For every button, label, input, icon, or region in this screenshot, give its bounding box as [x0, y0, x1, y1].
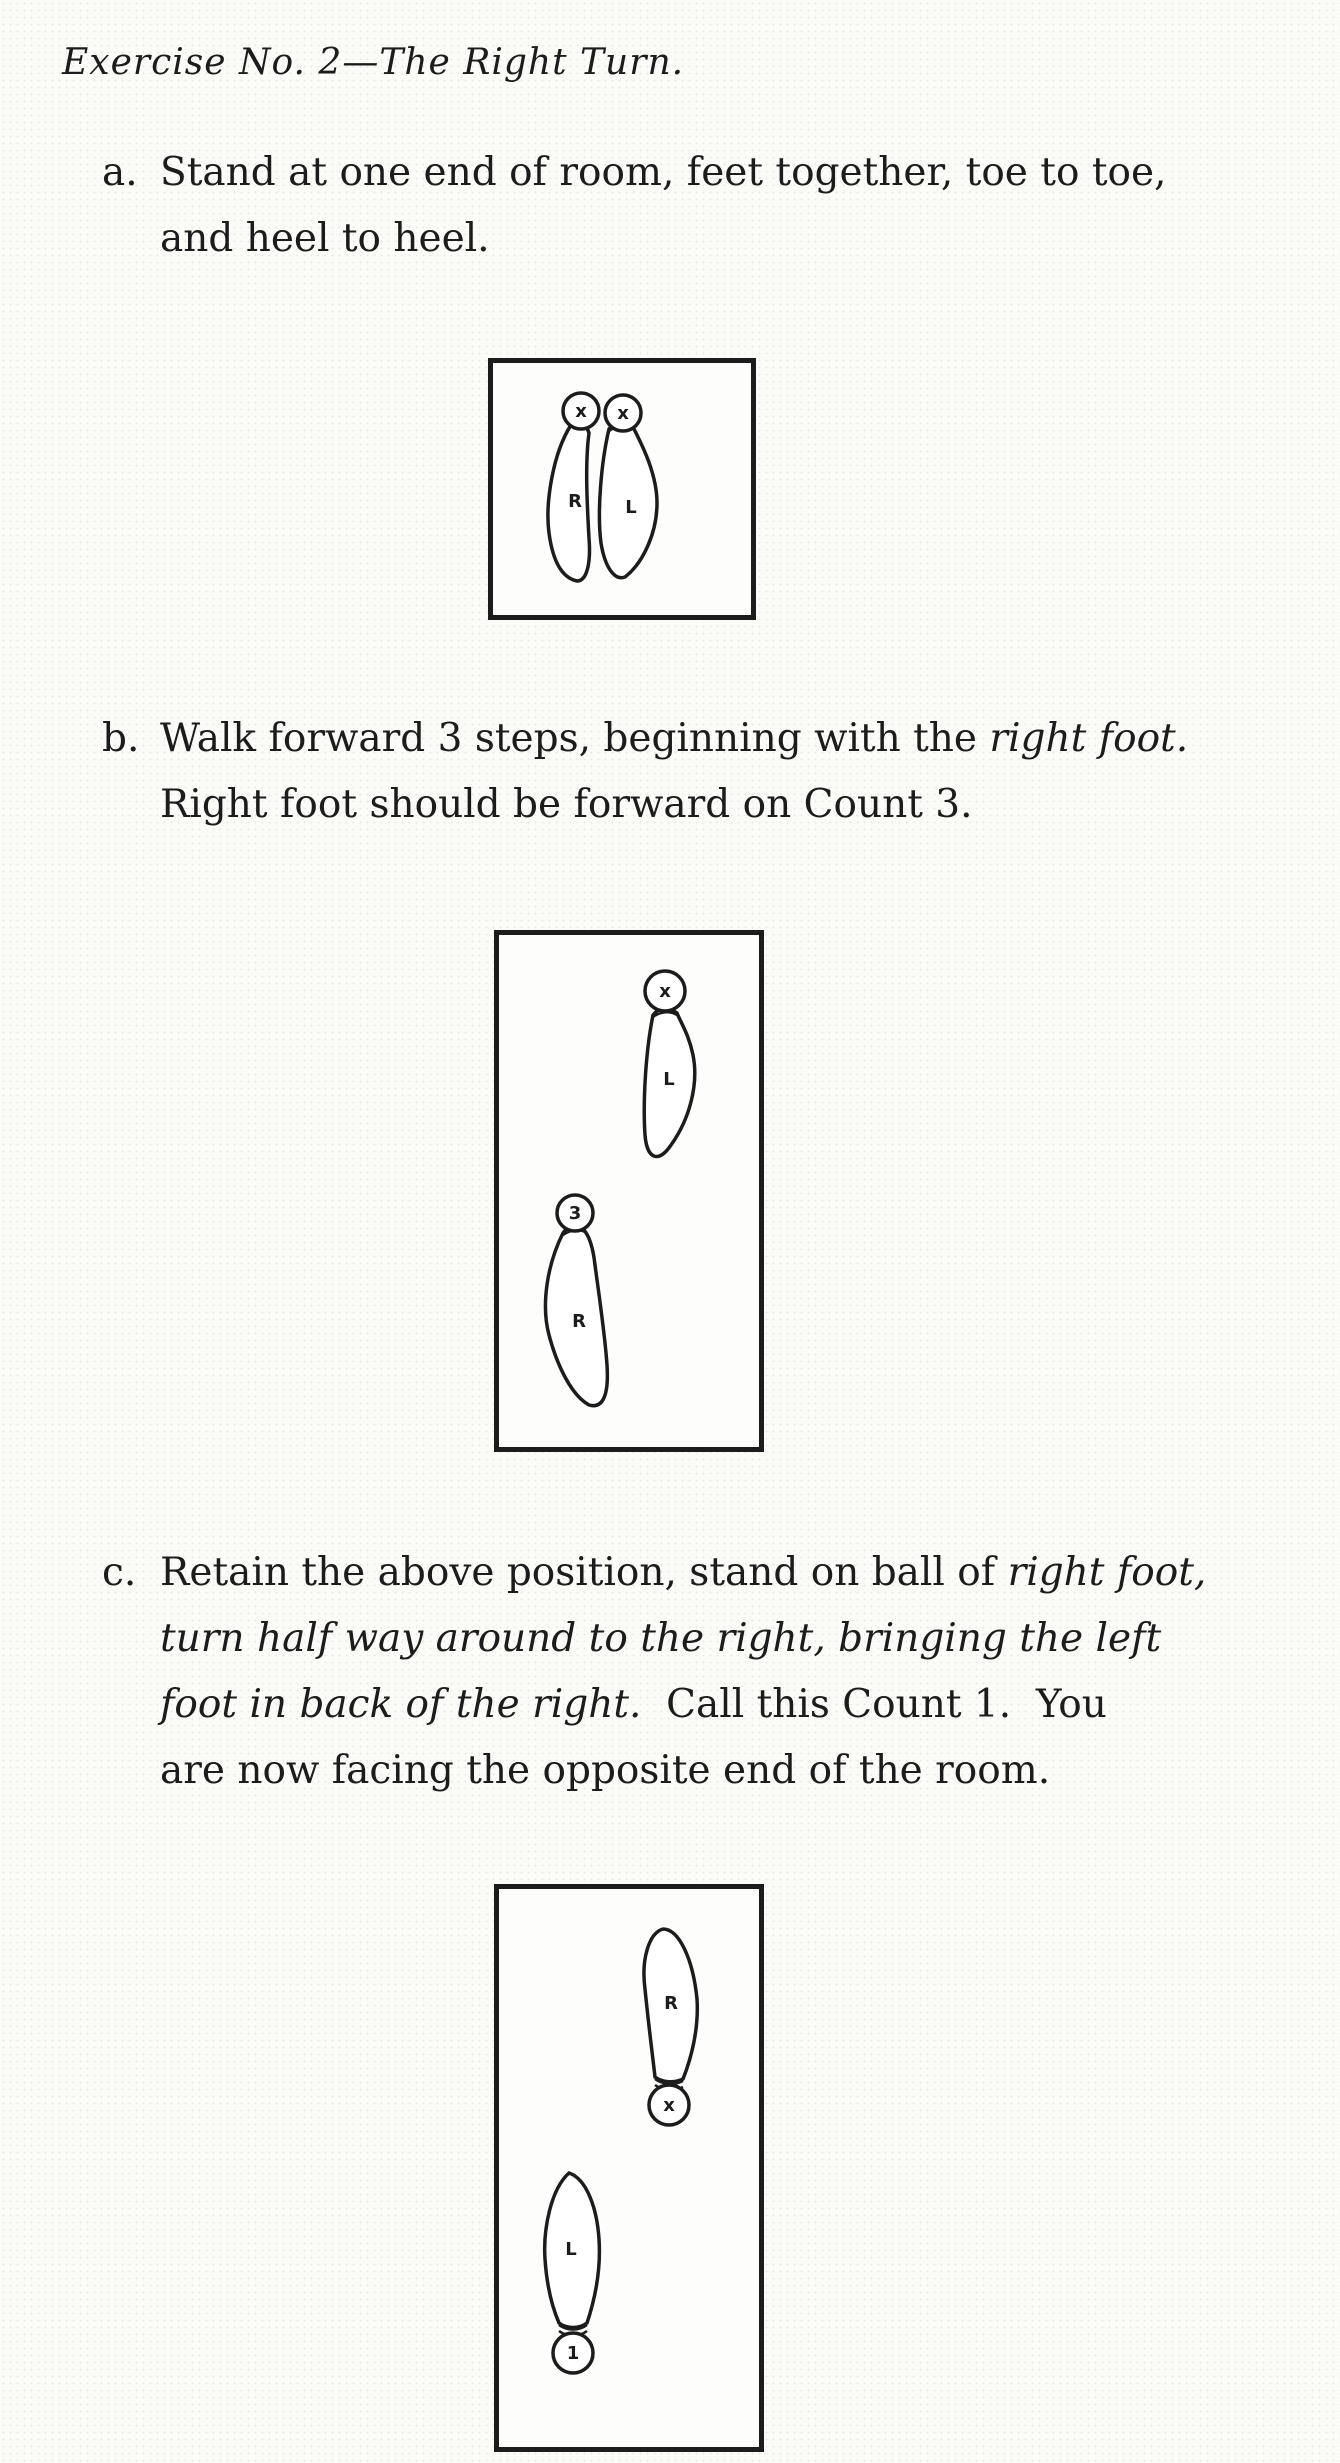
diagram-a-right-foot	[548, 393, 599, 581]
diagram-c-left-ball-mark: 1	[566, 2343, 580, 2364]
step-b-line-1-text: Walk forward 3 steps, beginning with the	[160, 716, 990, 761]
step-a-line-2: and heel to heel.	[160, 216, 490, 261]
step-b	[104, 706, 1284, 838]
step-c-line-3-emphasis: foot in back of the right.	[160, 1682, 642, 1727]
step-a-line-1: Stand at one end of room, feet together, toe to toe,	[160, 150, 1167, 195]
step-c	[104, 1540, 1284, 1804]
diagram-c-right-foot	[644, 1929, 697, 2125]
diagram-c-left-foot-mark: L	[565, 2239, 577, 2260]
diagram-b-left-foot-mark: L	[663, 1069, 675, 1090]
diagram-b-right-foot	[545, 1195, 607, 1406]
step-c-label: c.	[102, 1550, 137, 1595]
diagram-b-right-ball-mark: 3	[568, 1203, 582, 1224]
diagram-a-right-ball-mark: x	[575, 401, 587, 422]
step-c-line-3	[104, 1672, 1284, 1738]
diagram-a-right-foot-mark: R	[568, 491, 582, 512]
step-c-line-2-emphasis: turn half way around to the right, bringing the left	[160, 1616, 1162, 1661]
diagram-b-left-ball-mark: x	[659, 981, 671, 1002]
step-b-line-2: Right foot should be forward on Count 3.	[160, 782, 973, 827]
step-c-line-1	[104, 1540, 1284, 1606]
diagram-a-left-foot-mark: L	[625, 497, 637, 518]
step-c-line-1-text: Retain the above position, stand on ball of	[160, 1550, 1008, 1595]
diagram-a-left-foot	[599, 395, 657, 578]
step-c-line-1-emphasis: right foot,	[1007, 1550, 1207, 1595]
diagram-c-right-foot-mark: R	[664, 1993, 678, 2014]
step-b-label: b.	[102, 716, 140, 761]
step-b-line-1-emphasis: right foot.	[989, 716, 1189, 761]
diagram-a	[488, 358, 756, 620]
step-c-line-4: are now facing the opposite end of the room.	[160, 1748, 1051, 1793]
exercise-title: Exercise No. 2—The Right Turn.	[62, 42, 685, 83]
diagram-a-left-ball-mark: x	[617, 403, 629, 424]
step-c-line-3-text: Call this Count 1. You	[641, 1682, 1107, 1727]
diagram-b-feet	[499, 935, 769, 1457]
diagram-b-right-foot-mark: R	[572, 1311, 586, 1332]
diagram-b	[494, 930, 764, 1452]
step-b-line-1	[104, 706, 1284, 772]
diagram-c-left-foot	[545, 2173, 600, 2373]
diagram-a-feet	[493, 363, 761, 625]
diagram-c-feet	[499, 1889, 769, 2457]
step-a	[104, 140, 1284, 272]
step-a-label: a.	[102, 150, 138, 195]
diagram-c-right-ball-mark: x	[663, 2095, 675, 2116]
diagram-c	[494, 1884, 764, 2452]
step-c-line-2	[104, 1606, 1284, 1672]
diagram-b-left-foot	[644, 971, 694, 1156]
